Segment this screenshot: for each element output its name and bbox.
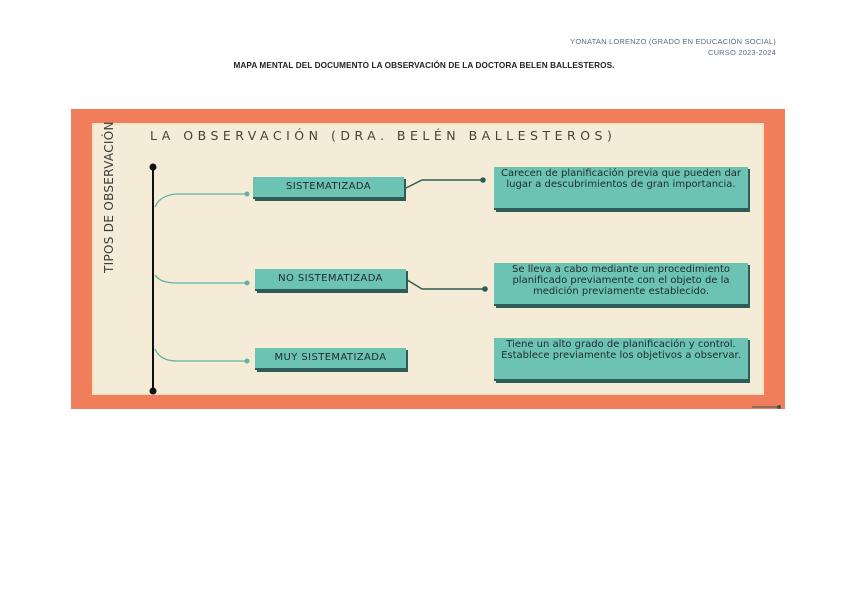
category-muy-sistematizada: MUY SISTEMATIZADA — [255, 348, 406, 370]
corner-decoration — [752, 405, 782, 409]
document-title: MAPA MENTAL DEL DOCUMENTO LA OBSERVACIÓN DE LA DOCTORA BELEN BALLESTEROS. — [233, 61, 615, 70]
connector-desc-2 — [404, 278, 485, 289]
spine-bottom-dot — [150, 388, 157, 395]
description-muy-sistematizada: Tiene un alto grado de planificación y control. Establece previamente los objetivos a observar. — [494, 338, 748, 381]
connector-desc-dot-2 — [482, 286, 488, 292]
connector-desc-1 — [404, 180, 483, 189]
connector-spine-2 — [155, 275, 247, 283]
description-no-sistematizada: Se lleva a cabo mediante un procedimiento planificado previamente con el objeto de la medición previamente establecido. — [494, 263, 748, 306]
connector-desc-dot-1 — [480, 177, 486, 183]
category-sistematizada: SISTEMATIZADA — [253, 177, 404, 199]
axis-label: TIPOS DE OBSERVACIÓN — [102, 121, 116, 273]
author-line: YONATAN LORENZO (GRADO EN EDUCACIÓN SOCIAL) — [570, 37, 776, 46]
spine-top-dot — [150, 164, 157, 171]
connector-dot-3 — [245, 359, 250, 364]
connector-spine-1 — [155, 194, 247, 207]
connector-spine-3 — [155, 349, 247, 361]
mindmap-frame — [71, 109, 785, 409]
mindmap-paper — [92, 123, 764, 395]
description-sistematizada: Carecen de planificación previa que pueden dar lugar a descubrimientos de gran importancia. — [494, 167, 748, 210]
course-line: CURSO 2023-2024 — [707, 48, 776, 57]
mindmap-title: LA OBSERVACIÓN (DRA. BELÉN BALLESTEROS) — [150, 128, 617, 143]
category-no-sistematizada: NO SISTEMATIZADA — [255, 269, 406, 291]
connector-dot-2 — [245, 281, 250, 286]
connector-dot-1 — [245, 192, 250, 197]
